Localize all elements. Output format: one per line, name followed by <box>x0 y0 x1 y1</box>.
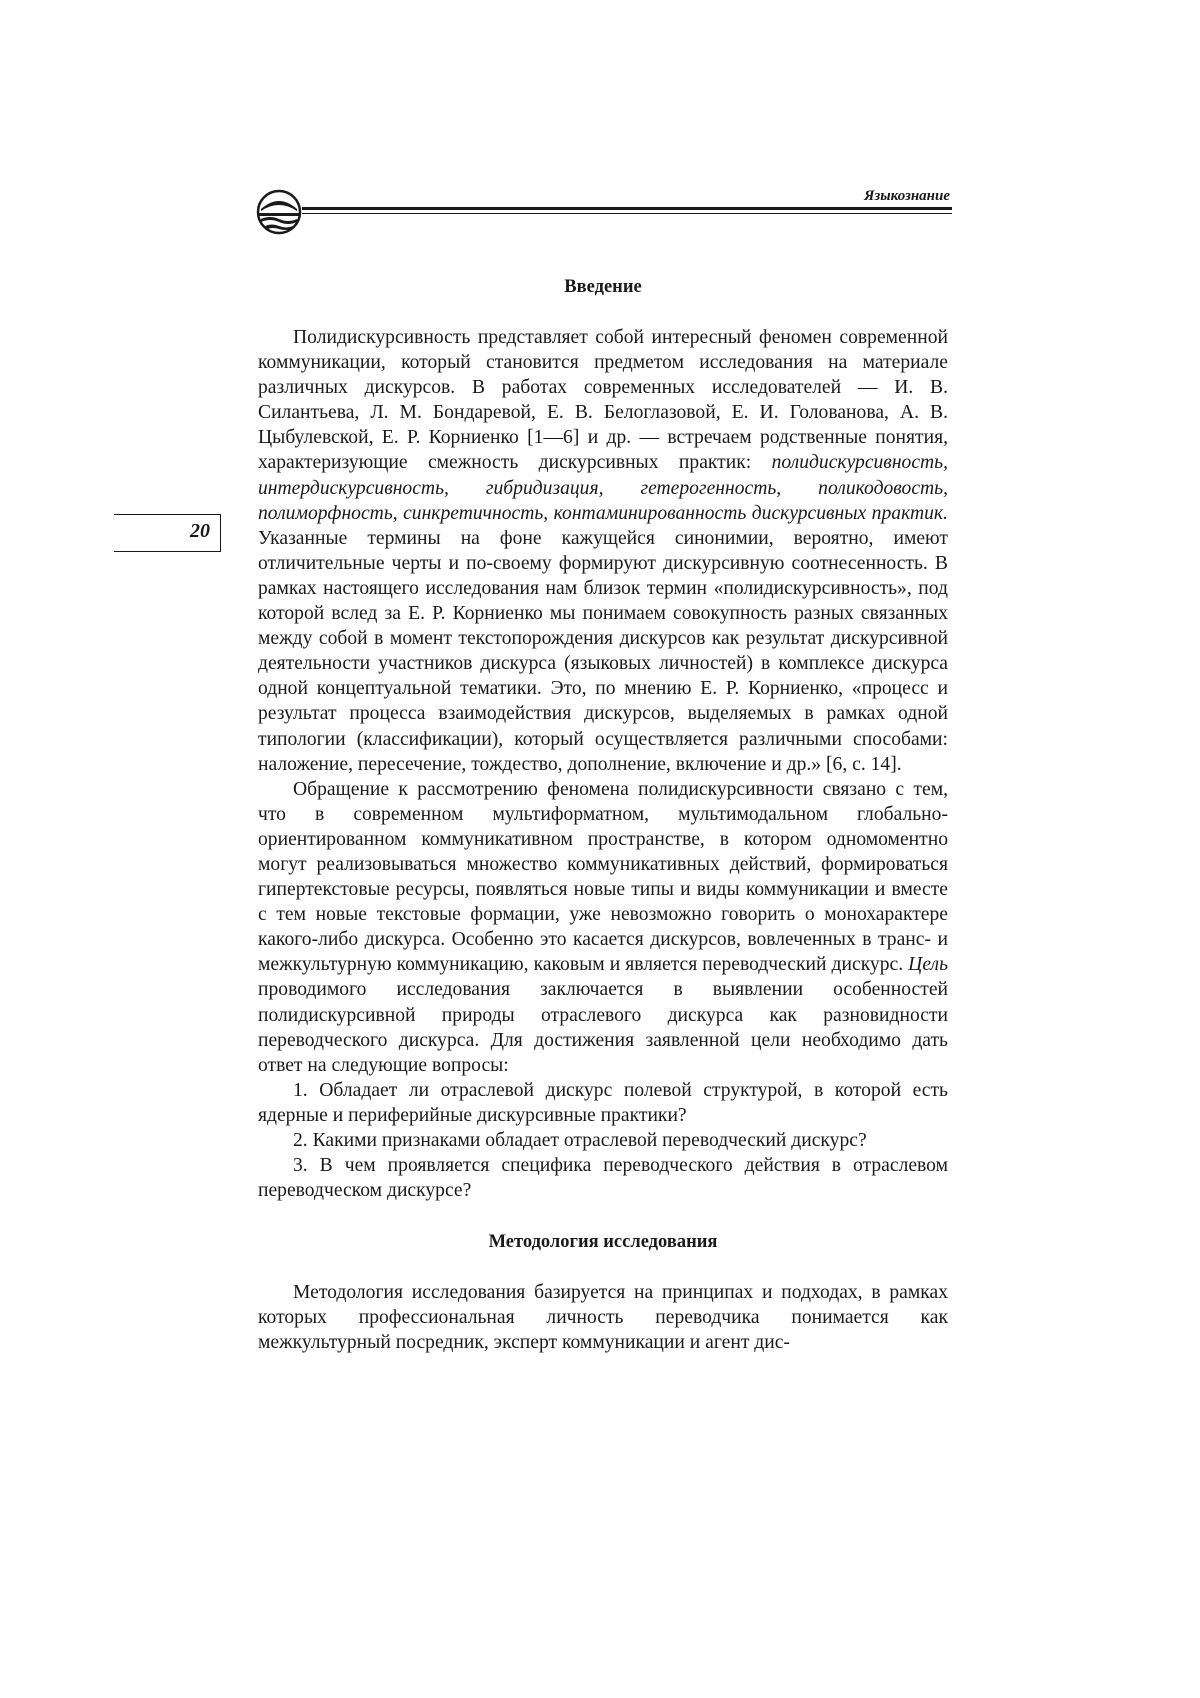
article-body <box>258 275 948 1356</box>
question-3: 3. В чем проявляется специфика переводческого действия в отраслевом переводческом дискурсе? <box>258 1155 948 1202</box>
section-heading-methodology: Методология исследования <box>488 1232 718 1253</box>
paragraph-3: Методология исследования базируется на принципах и подходах, в рамках которых профессиональная личность переводчика понимается как межкультурный посредник, эксперт коммуникации и агент дис- <box>258 1282 948 1354</box>
paragraph-1 <box>258 325 948 777</box>
journal-logo-icon <box>256 189 302 235</box>
section-heading-introduction: Введение <box>564 277 642 297</box>
header-rule-thin <box>302 213 952 214</box>
question-1: 1. Обладает ли отраслевой дискурс полевой структурой, в которой есть ядерные и периферийные дискурсивные практики? <box>258 1079 948 1126</box>
paragraph-1-terms: полидискурсивность, интердискурсивность, гибридизация, гетерогенность, поликодовость, полиморфность, синкретичность, контаминированность дискурсивных практик. <box>258 452 948 524</box>
header-rule-thick <box>302 207 952 210</box>
running-title: Языкознание <box>864 188 950 204</box>
question-2: 2. Какими признаками обладает отраслевой переводческий дискурс? <box>293 1130 867 1151</box>
page-number: 20 <box>190 520 210 542</box>
paragraph-2-text-a: Обращение к рассмотрению феномена полидискурсивности связано с тем, что в современном мультиформатном, мультимодальном глобально-ориентированном коммуникативном пространстве, в котором одномоментно могут реализовываться множество коммуникативных действий, формироваться гипертекстовые ресурсы, появляться новые типы и виды коммуникации и вместе с тем новые текстовые формации, уже невозможно говорить о монохарактере какого-либо дискурса. Особенно это касается дискурсов, вовлеченных в транс- и межкультурную коммуникацию, каковым и является переводческий дискурс. <box>258 778 948 976</box>
paragraph-1-text-a: Полидискурсивность представляет собой интересный феномен современной коммуникации, который становится предметом исследования на материале различных дискурсов. В работах современных исследователей — И. В. Силантьева, Л. М. Бондаревой, Е. В. Белоглазовой, Е. И. Голованова, А. В. Цыбулевской, Е. Р. Корниенко [1—6] и др. — встречаем родственные понятия, характеризующие смежность дискурсивных практик: <box>258 327 948 474</box>
paragraph-1-text-b: Указанные термины на фоне кажущейся синонимии, вероятно, имеют отличительные черты и по-своему формируют дискурсивную соотнесенность. В рамках настоящего исследования нам близок термин «полидискурсивность», под которой вслед за Е. Р. Корниенко мы понимаем совокупность разных связанных между собой в момент текстопорождения дискурсов как результат дискурсивной деятельности участников дискурса (языковых личностей) в комплексе дискурса одной концептуальной тематики. Это, по мнению Е. Р. Корниенко, «процесс и результат процесса взаимодействия дискурсов, выделяемых в рамках одной типологии (классификации), который осуществляется различными способами: наложение, пересечение, тождество, дополнение, включение и др.» [6, с. 14]. <box>258 527 948 775</box>
paragraph-2-goal-word: Цель <box>908 954 948 976</box>
paragraph-2 <box>258 777 948 1078</box>
paragraph-2-text-b: проводимого исследования заключается в выявлении особенностей полидискурсивной природы отраслевого дискурса как разновидности переводческого дискурса. Для достижения заявленной цели необходимо дать ответ на следующие вопросы: <box>258 979 948 1076</box>
page-number-box <box>114 514 221 552</box>
